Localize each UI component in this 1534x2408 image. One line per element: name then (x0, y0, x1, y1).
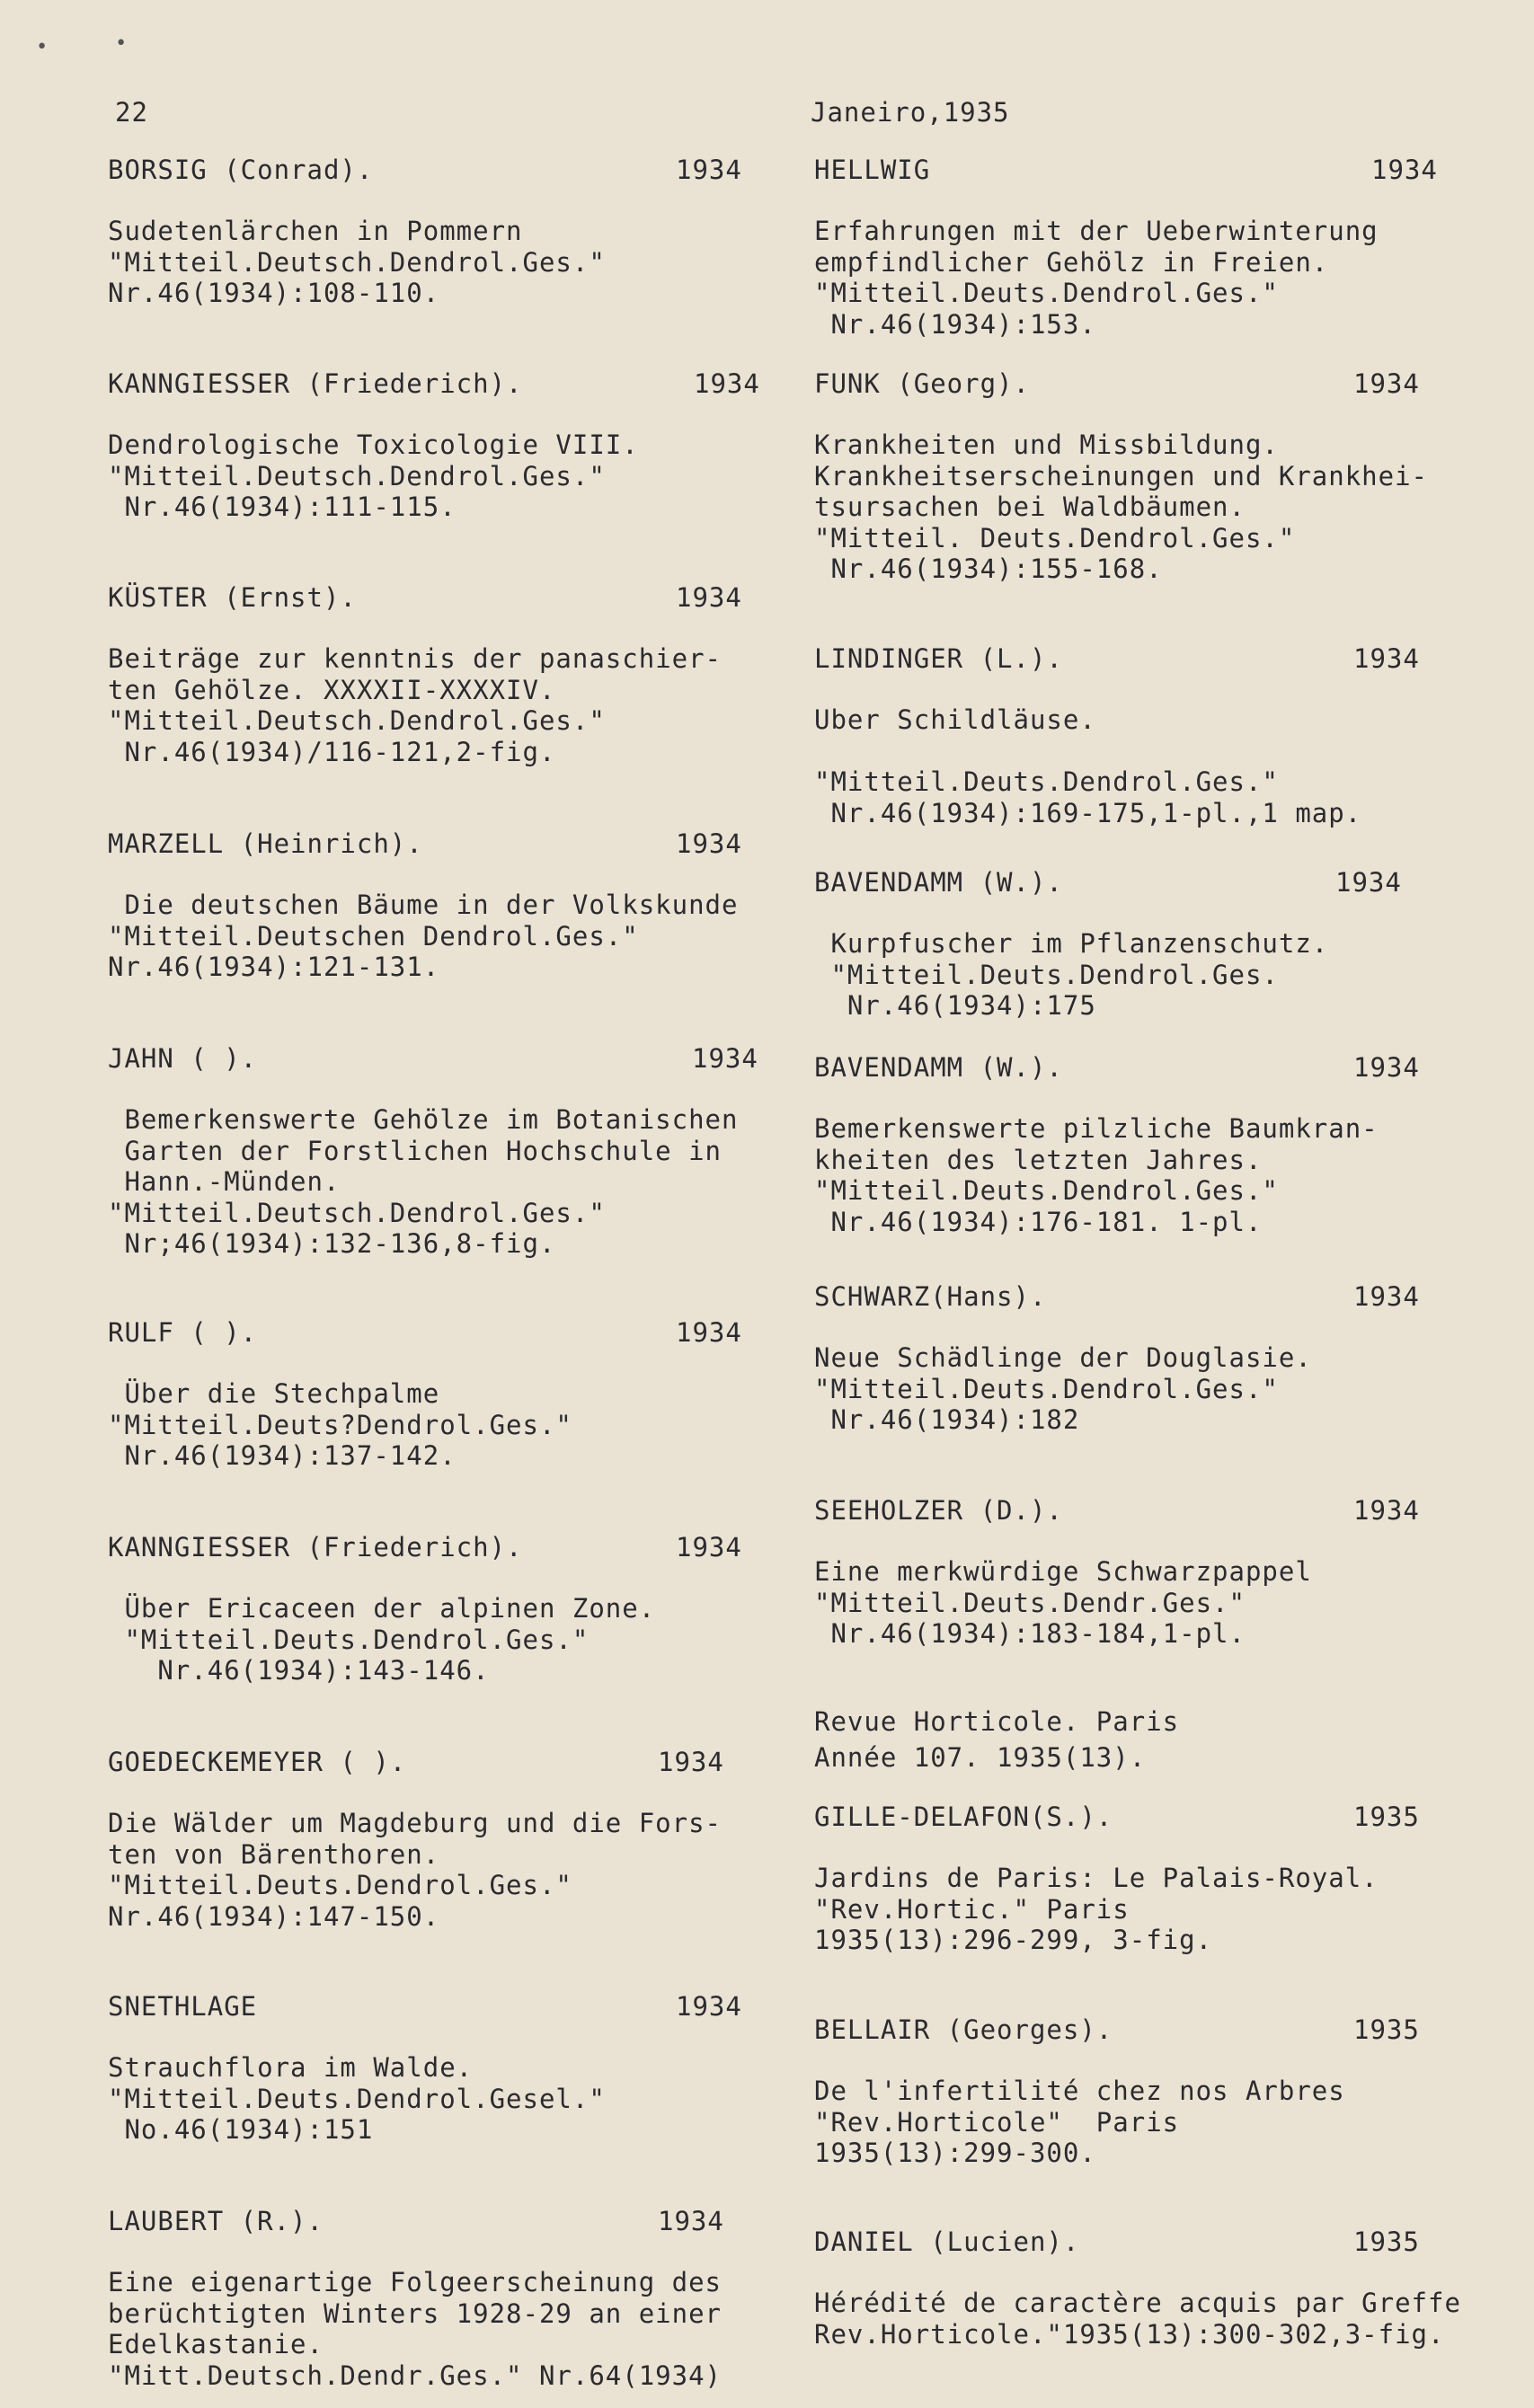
bibliography-entry (814, 867, 1534, 1022)
bibliography-entry (108, 1991, 827, 2146)
entry-year: 1934 (692, 1043, 758, 1074)
corner-mark: • (36, 36, 49, 58)
entry-citation (814, 1342, 1534, 1436)
entry-year: 1934 (1353, 1281, 1420, 1312)
bibliography-entry (814, 155, 1534, 340)
entry-author: LINDINGER (L.). (814, 643, 1063, 674)
bibliography-entry (814, 2014, 1534, 2169)
bibliography-entry (108, 1317, 827, 1472)
entry-heading (814, 1281, 1534, 1317)
citation-line: "Mitteil.Deuts?Dendrol.Ges." (108, 1409, 572, 1440)
entry-heading (814, 1495, 1534, 1531)
bibliography-entry (814, 1052, 1534, 1237)
citation-line: "Mitteil.Deuts.Dendr.Ges." (814, 1587, 1246, 1618)
entry-citation (108, 890, 827, 983)
entry-heading (814, 643, 1534, 679)
citation-line: berüchtigten Winters 1928-29 an einer (108, 2297, 723, 2329)
entry-author: RULF ( ). (108, 1317, 258, 1348)
citation-line: Über Ericaceen der alpinen Zone. (108, 1593, 656, 1624)
entry-citation (814, 216, 1534, 340)
citation-line: Sudetenlärchen in Pommern (108, 216, 523, 246)
citation-line: ten von Bärenthoren. (108, 1838, 440, 1870)
citation-line: Nr.46(1934):176-181. 1-pl. (814, 1206, 1263, 1237)
entry-citation (108, 216, 827, 309)
entry-heading (108, 828, 827, 864)
citation-line: Garten der Forstlichen Hochschule in (108, 1135, 723, 1166)
citation-line: Nr.46(1934):137-142. (108, 1440, 457, 1471)
entry-year: 1934 (676, 155, 742, 185)
entry-heading (108, 155, 827, 190)
citation-line (814, 736, 1534, 767)
entry-year: 1934 (1353, 643, 1420, 674)
entry-author: MARZELL (Heinrich). (108, 828, 423, 859)
citation-line: Hérédité de caractère acquis par Greffe (814, 2288, 1461, 2318)
citation-line: Neue Schädlinge der Douglasie. (814, 1342, 1312, 1373)
entry-author: FUNK (Georg). (814, 368, 1030, 399)
entry-author: KÜSTER (Ernst). (108, 582, 357, 613)
citation-line: kheiten des letzten Jahres. (814, 1144, 1263, 1175)
bibliography-entry (108, 1043, 827, 1260)
citation-line: Nr.46(1934):111-115. (108, 491, 457, 522)
entry-year: 1934 (676, 828, 742, 859)
citation-line: Erfahrungen mit der Ueberwinterung (814, 216, 1379, 246)
citation-line: Edelkastanie. (108, 2329, 324, 2359)
entry-citation (814, 704, 1534, 828)
entry-citation (108, 1808, 827, 1932)
entry-heading (108, 368, 827, 404)
entry-citation (814, 1556, 1534, 1650)
citation-line: Année 107. 1935(13). (814, 1742, 1147, 1773)
entry-year: 1934 (676, 582, 742, 613)
bibliography-entry (814, 1706, 1534, 1774)
entry-year: 1935 (1353, 1802, 1420, 1832)
entry-heading (814, 1052, 1534, 1088)
bibliography-entry (108, 1532, 827, 1686)
citation-line: "Mitteil.Deuts.Dendrol.Ges. (814, 959, 1279, 990)
entry-heading (814, 2014, 1534, 2050)
corner-mark: • (115, 32, 128, 55)
entry-year: 1935 (1353, 2227, 1420, 2257)
entry-year: 1934 (676, 1317, 742, 1348)
citation-line: Krankheiten und Missbildung. (814, 429, 1279, 460)
citation-line: Nr.46(1934):153. (814, 308, 1096, 340)
citation-line: "Mitteil.Deuts.Dendrol.Ges." (814, 1373, 1279, 1404)
citation-line: Bemerkenswerte Gehölze im Botanischen (108, 1104, 739, 1135)
entry-year: 1935 (1353, 2014, 1420, 2045)
entry-author: DANIEL (Lucien). (814, 2227, 1080, 2257)
entry-year: 1934 (694, 368, 760, 399)
citation-line: "Mitteil.Deutsch.Dendrol.Ges." (108, 705, 606, 736)
bibliography-entry (814, 1495, 1534, 1650)
citation-line: 1935(13):296-299, 3-fig. (814, 1925, 1213, 1955)
citation-line: "Rev.Horticole" Paris (814, 2106, 1180, 2138)
bibliography-entry (814, 1281, 1534, 1436)
entry-heading (108, 1747, 827, 1783)
entry-citation (814, 2288, 1534, 2350)
citation-line: "Mitteil.Deutsch.Dendrol.Ges." (108, 460, 606, 491)
entry-citation (814, 1113, 1534, 1237)
citation-line: Strauchflora im Walde. (108, 2052, 474, 2083)
entry-year: 1934 (1353, 368, 1420, 399)
bibliography-entry (108, 582, 827, 767)
entry-heading (108, 1532, 827, 1568)
citation-line: "Mitteil.Deutsch.Dendrol.Ges." (108, 1197, 606, 1228)
citation-line: Krankheitserscheinungen und Krankhei- (814, 460, 1429, 491)
citation-line: Nr.46(1934):155-168. (814, 553, 1163, 584)
entry-author: BAVENDAMM (W.). (814, 1052, 1063, 1083)
citation-line: Beiträge zur kenntnis der panaschier- (108, 643, 723, 674)
citation-line: "Rev.Hortic." Paris (814, 1893, 1130, 1925)
citation-line: Nr.46(1934):143-146. (108, 1655, 490, 1686)
citation-line: "Mitteil.Deuts.Dendrol.Gesel." (108, 2083, 606, 2114)
entry-citation (108, 2267, 827, 2391)
citation-line: tsursachen bei Waldbäumen. (814, 491, 1246, 522)
entry-year: 1934 (658, 1747, 724, 1777)
citation-line: Hann.-Münden. (108, 1166, 341, 1197)
entry-heading (108, 582, 827, 618)
entry-author: GILLE-DELAFON(S.). (814, 1802, 1113, 1832)
citation-line: Nr;46(1934):132-136,8-fig. (108, 1228, 556, 1259)
entry-heading (814, 1802, 1534, 1837)
entry-author: GOEDECKEMEYER ( ). (108, 1747, 407, 1777)
citation-line: Nr.46(1934)/116-121,2-fig. (108, 736, 556, 767)
citation-line: De l'infertilité chez nos Arbres (814, 2076, 1345, 2106)
entry-author: HELLWIG (814, 155, 931, 185)
bibliography-entry (108, 155, 827, 309)
entry-heading (108, 1317, 827, 1353)
entry-author: LAUBERT (R.). (108, 2206, 324, 2236)
entry-citation (814, 1742, 1534, 1774)
entry-author: Revue Horticole. Paris (814, 1706, 1180, 1737)
entry-year: 1934 (1353, 1052, 1420, 1083)
citation-line: Eine merkwürdige Schwarzpappel (814, 1556, 1312, 1587)
citation-line: "Mitteil.Deuts.Dendrol.Ges." (108, 1870, 572, 1900)
entry-year: 1934 (676, 1532, 742, 1563)
entry-citation (814, 429, 1534, 585)
entry-heading (814, 2227, 1534, 2262)
citation-line: "Mitt.Deutsch.Dendr.Ges." Nr.64(1934) (108, 2359, 723, 2391)
citation-line: "Mitteil.Deuts.Dendrol.Ges." (814, 1175, 1279, 1206)
citation-line: Eine eigenartige Folgeerscheinung des (108, 2267, 723, 2297)
entry-citation (108, 1378, 827, 1472)
entry-author: BELLAIR (Georges). (814, 2014, 1113, 2045)
citation-line: "Mitteil.Deuts.Dendrol.Ges." (108, 1624, 590, 1655)
citation-line: ten Gehölze. XXXXII-XXXXIV. (108, 674, 556, 705)
entry-citation (108, 429, 827, 523)
citation-line: Rev.Horticole."1935(13):300-302,3-fig. (814, 2318, 1445, 2350)
bibliography-entry (814, 1802, 1534, 1956)
page-number: 22 (115, 97, 148, 128)
citation-line: Nr.46(1934):175 (814, 990, 1096, 1021)
bibliography-entry (814, 2227, 1534, 2350)
entry-author: KANNGIESSER (Friederich). (108, 368, 523, 399)
entry-year: 1934 (1353, 1495, 1420, 1526)
citation-line: "Mitteil.Deuts.Dendrol.Ges." (814, 278, 1279, 308)
entry-year: 1934 (658, 2206, 724, 2236)
citation-line: Nr.46(1934):169-175,1-pl.,1 map. (814, 797, 1362, 828)
bibliography-entry (108, 368, 827, 523)
citation-line: Bemerkenswerte pilzliche Baumkran- (814, 1113, 1379, 1144)
citation-line: Jardins de Paris: Le Palais-Royal. (814, 1863, 1379, 1893)
entry-year: 1934 (676, 1991, 742, 2022)
bibliography-entry (814, 643, 1534, 828)
entry-citation (814, 1863, 1534, 1956)
citation-line: 1935(13):299-300. (814, 2138, 1096, 2168)
citation-line: Nr.46(1934):121-131. (108, 952, 440, 982)
entry-citation (108, 643, 827, 767)
entry-author: BAVENDAMM (W.). (814, 867, 1063, 898)
entry-author: SCHWARZ(Hans). (814, 1281, 1047, 1312)
entry-year: 1934 (1371, 155, 1438, 185)
bibliography-entry (108, 828, 827, 983)
entry-year: 1934 (1335, 867, 1402, 898)
entry-citation (814, 2076, 1534, 2169)
citation-line: "Mitteil.Deutsch.Dendrol.Ges." (108, 246, 606, 278)
entry-heading (814, 368, 1534, 404)
entry-author: SNETHLAGE (108, 1991, 258, 2022)
citation-line: Über die Stechpalme (108, 1378, 440, 1409)
entry-author: JAHN ( ). (108, 1043, 258, 1074)
citation-line: "Mitteil. Deuts.Dendrol.Ges." (814, 522, 1296, 553)
entry-heading (108, 1991, 827, 2027)
citation-line: "Mitteil.Deuts.Dendrol.Ges." (814, 766, 1279, 797)
bibliography-entry (108, 1747, 827, 1932)
citation-line: Kurpfuscher im Pflanzenschutz. (814, 928, 1329, 959)
entry-citation (108, 1593, 827, 1686)
citation-line: empfindlicher Gehölz in Freien. (814, 246, 1329, 278)
citation-line: Die deutschen Bäume in der Volkskunde (108, 890, 739, 920)
citation-line: No.46(1934):151 (108, 2114, 374, 2145)
entry-heading (814, 867, 1534, 903)
entry-author: SEEHOLZER (D.). (814, 1495, 1063, 1526)
entry-heading (108, 1043, 827, 1079)
bibliography-entry (108, 2206, 827, 2391)
citation-line: Nr.46(1934):182 (814, 1404, 1080, 1435)
citation-line: Dendrologische Toxicologie VIII. (108, 429, 639, 460)
entry-citation (108, 1104, 827, 1260)
citation-line: "Mitteil.Deutschen Dendrol.Ges." (108, 920, 639, 952)
citation-line: Nr.46(1934):183-184,1-pl. (814, 1618, 1246, 1649)
citation-line: Nr.46(1934):147-150. (108, 1900, 440, 1932)
entry-citation (108, 2052, 827, 2146)
entry-author: BORSIG (Conrad). (108, 155, 374, 185)
citation-line: Nr.46(1934):108-110. (108, 278, 440, 308)
citation-line: Uber Schildläuse. (814, 704, 1096, 735)
entry-citation (814, 928, 1534, 1022)
date-header: Janeiro,1935 (811, 97, 1010, 128)
entry-heading (814, 1706, 1534, 1742)
entry-author: KANNGIESSER (Friederich). (108, 1532, 523, 1563)
entry-heading (108, 2206, 827, 2242)
citation-line: Die Wälder um Magdeburg und die Fors- (108, 1808, 723, 1838)
entry-heading (814, 155, 1534, 190)
bibliography-entry (814, 368, 1534, 585)
